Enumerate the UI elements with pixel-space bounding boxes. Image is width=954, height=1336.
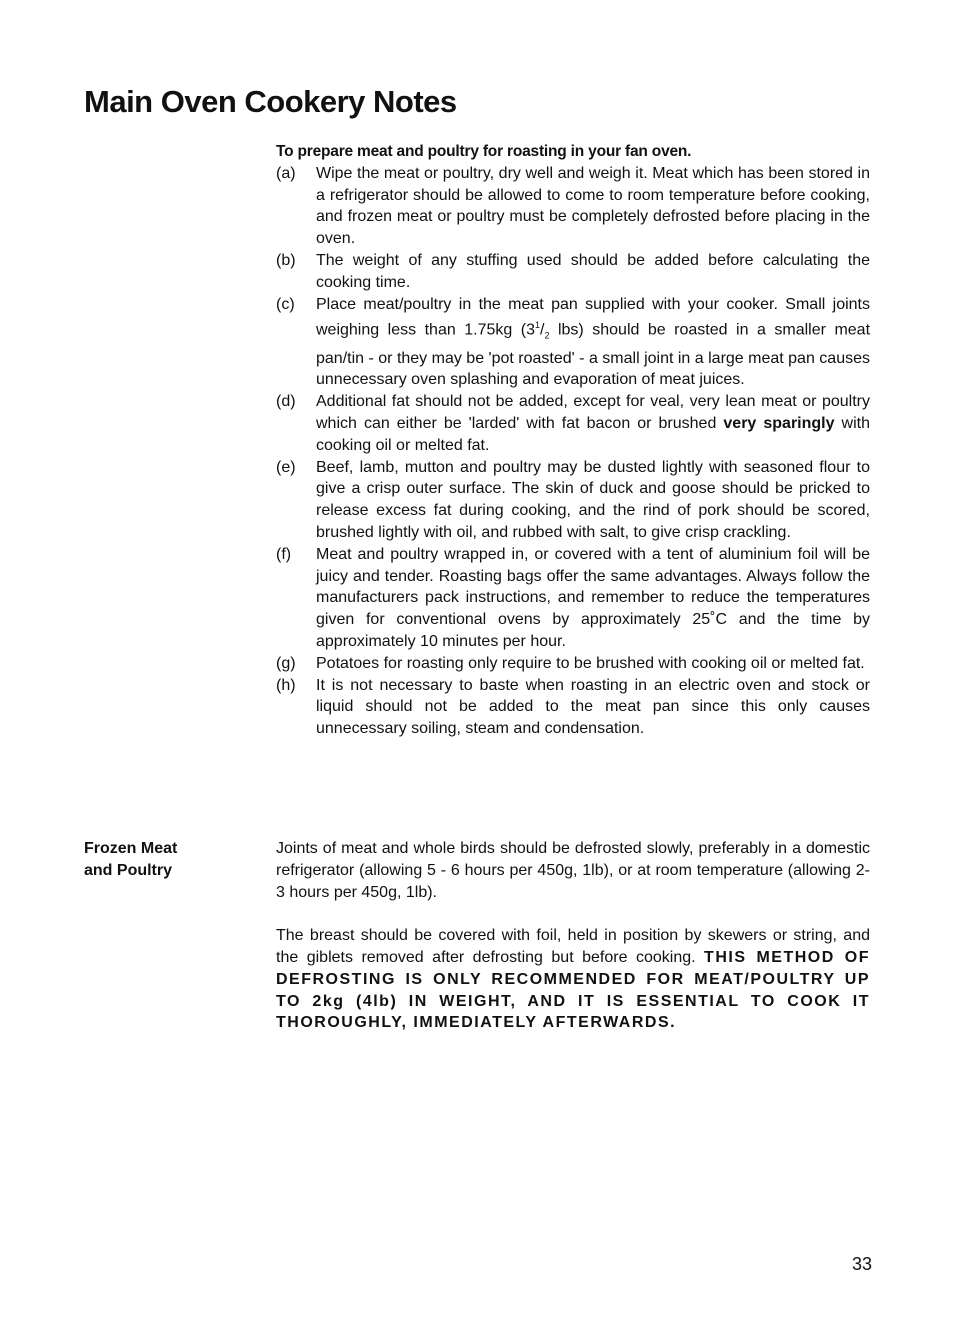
item-label: (d) — [276, 393, 296, 411]
item-text-part: lbs) should be roasted in a smaller meat pan/tin - or they may be 'pot roasted' - a small joint in a large meat pan causes unnecessary oven splashing and evaporation of meat juices. — [316, 321, 871, 389]
fraction-denominator: 2 — [544, 330, 550, 341]
item-text: The weight of any stuffing used should be added before calculating the cooking time. — [316, 251, 870, 291]
item-label: (g) — [276, 654, 296, 672]
roasting-heading: To prepare meat and poultry for roasting in your fan oven. — [276, 143, 692, 160]
paragraph-text: The breast should be covered with foil, held in position by skewers or string, and the giblets removed after defrosting but before cooking. — [276, 927, 870, 966]
item-label: (e) — [276, 458, 296, 476]
frozen-body — [276, 838, 870, 1034]
item-label: (b) — [276, 251, 296, 269]
item-text: Potatoes for roasting only require to be brushed with cooking oil or melted fat. — [316, 654, 865, 672]
list-item — [276, 457, 870, 544]
side-heading-line: and Poultry — [84, 861, 173, 879]
item-text: Meat and poultry wrapped in, or covered with a tent of aluminium foil will be juicy and tender. Roasting bags offer the same advantages. Always follow the manufacturers pack instructions, and remember to reduce the temperatures given for conventional ovens by approximately 25˚C and the time by approximately 10 minutes per hour. — [316, 545, 870, 651]
list-item — [276, 391, 870, 456]
paragraph — [276, 925, 870, 1034]
item-text: Place meat/poultry in the meat pan supplied with your cooker. Small joints weighing less than 1.75kg ($3^1/_2$ lbs) should be roasted in a smaller meat pan/tin - or they may be 'pot roasted' - a small joint in a large meat pan causes unnecessary oven splashing and evaporation of meat juices. — [316, 295, 871, 389]
item-text: Beef, lamb, mutton and poultry may be dusted lightly with seasoned flour to give a crisp outer surface. The skin of duck and goose should be pricked to release excess fat during cooking, and the rind of pork should be scored, brushed lightly with oil, and rubbed with salt, to give crisp crackling. — [316, 458, 870, 542]
item-text — [316, 391, 870, 456]
item-text-part: with cooking oil or melted fat. — [316, 415, 871, 454]
fraction-numerator: 1 — [535, 320, 541, 331]
item-text: It is not necessary to baste when roasting in an electric oven and stock or liquid should not be added to the meat pan since this only causes unnecessary soiling, steam and condensation. — [316, 676, 870, 738]
page-number: 33 — [851, 1254, 872, 1274]
list-item — [276, 544, 870, 653]
list-item — [276, 675, 870, 740]
page-title: Main Oven Cookery Notes — [84, 84, 457, 119]
paragraph: Joints of meat and whole birds should be defrosted slowly, preferably in a domestic refrigerator (allowing 5 - 6 hours per 450g, 1lb), or at room temperature (allowing 2-3 hours per 450g, 1lb). — [276, 840, 870, 901]
roasting-section — [276, 141, 870, 740]
list-item — [276, 250, 870, 294]
list-item — [276, 294, 870, 392]
list-item — [276, 163, 870, 250]
item-label: (f) — [276, 545, 292, 563]
list-item — [276, 653, 870, 675]
item-text-part: Place meat/poultry in the meat pan supplied with your cooker. Small joints weighing less than 1.75kg (3 — [316, 295, 870, 339]
item-label: (h) — [276, 676, 296, 694]
item-text-part: Additional fat should not be added, except for veal, very lean meat or poultry which can either be 'larded' with fat bacon or brushed — [316, 393, 870, 433]
item-label: (c) — [276, 295, 295, 313]
side-heading — [84, 838, 254, 882]
emphasis-text: very sparingly — [723, 415, 835, 433]
item-text: Wipe the meat or poultry, dry well and weigh it. Meat which has been stored in a refrigerator should be allowed to come to room temperature before cooking, and frozen meat or poultry must be completely defrosted before placing in the oven. — [316, 164, 870, 248]
warning-text: THIS METHOD OF DEFROSTING IS ONLY RECOMMENDED FOR MEAT/POULTRY UP TO 2kg (4lb) IN WEIGHT, AND IT IS ESSENTIAL TO COOK IT THOROUGHLY, IMMEDIATELY AFTERWARDS. — [276, 948, 870, 1032]
item-label: (a) — [276, 164, 296, 182]
side-heading-line: Frozen Meat — [84, 840, 178, 857]
